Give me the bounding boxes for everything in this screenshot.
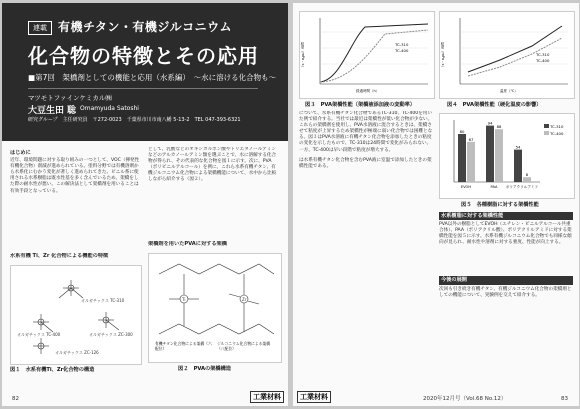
figure4-series-tc400 [468,26,562,72]
figure5-caption: 図５ 各種樹脂に対する架橋性能 [461,202,539,208]
figure5-bar-value: 8 [525,172,529,178]
figure3-svg [300,12,434,98]
section4-heading: 今後の展開 [439,276,573,284]
magazine-logo-left: 工業材料 [250,391,284,403]
section3-paragraph: PVA以外の樹脂としてEVOH（エチレン・ビニルアルコール共重合体）、PAA（ポリアクリル酸）、ポリアクリルアミドに対する架橋性能を図５に示す。水系有機ジルコニウム化合物でも同様な傾向が見られ、耐水性や溶剤に対する強度、性能が向上する。 [439,222,572,246]
left-column-text [10,147,140,251]
figure5-bar [458,134,466,182]
figure5-bar [514,150,522,182]
svg-text:オルガチックス TC-400: オルガチックス TC-400 [17,332,61,337]
figure5-bar-value: 88 [496,124,502,130]
figure5-legend-2-label: TC-400 [550,131,564,136]
section2-block [148,241,280,251]
figure5-legend-2 [544,131,563,136]
right-col1-paragraph-b: は水系有機チタン化合物を含むPVA液に室温で添加したときの架橋性能である。 [299,157,432,169]
figure5-bar [467,142,475,182]
author-address: 研究グループ 主任研究員 〒272-0023 千葉県市川市南八幡 5-13-2 TEL 047-393-6321 [28,117,241,123]
figure3-series-tc310 [320,30,428,82]
author-roman: Omamyuda Satoshi [80,105,139,112]
figure1-drawing [11,266,141,364]
magazine-logo-right: 工業材料 [297,391,331,403]
figure4-caption: 図４ PVA架橋性能（硬化温度の影響） [447,102,542,108]
header-divider [28,88,258,89]
figure3-xlabel: 経過時間（h） [356,89,380,93]
intro-heading: はじめに [10,150,31,156]
figure5-bar-value: 94 [487,120,493,126]
svg-text:オルガチックス ZC-126: オルガチックス ZC-126 [55,350,99,355]
figure4-legend-1: TC-310 [536,52,550,57]
figure1-caption: 図１ 水系有機Ti、Zr化合物の構造 [10,367,95,373]
issue-date: 2020年12月号（Vol.68 No.12） [423,396,507,402]
right-page [293,3,579,406]
article-header [2,3,288,141]
figure5-bar [523,177,531,182]
figure2-label-ti: 有機チタン化合物による架橋（六配位） [155,341,212,351]
installment-title: ■第7回 架橋剤としての機能と応用（水系編） ～水に溶ける化合物も～ [28,73,277,82]
figure4-xlabel: 温度（℃） [500,89,518,93]
intro-paragraph: 近年、環境問題に対する取り組みの一つとして、VOC（揮発性有機化合物）削減が進められている。塗料分野では有機溶剤から水系化にむかう変化が著しく進められてきた。ビニル系に使用される水系樹脂は既水性基を多く含んでいるため、架橋をした際の耐水性が悪い。この解決法として架橋剤を用いることは有効手段となっている。 [10,158,140,194]
svg-text:Zr: Zr [242,297,247,302]
figure5-bar-value: 54 [515,144,521,150]
figure5-legend-1 [544,124,563,129]
section2-heading: 架橋剤を用いたPVAに対する架橋 [148,241,227,247]
left-page-number: 82 [12,396,19,402]
figure2-crosslink [148,253,282,363]
figure5-bar [486,126,494,182]
figure5-category-label: EVOH [460,185,472,189]
right-col1-paragraph: について、水系有機チタン化合物であるTC-310、TC-400を用いた例で紹介する。当社では最近は架橋性が低い化合物が少ない。これらの架橋剤を使用し、PVA水溶液に混合するときは、架橋させて粘度が上昇するため架橋性が極端に弱い化合物では困難となる。図３はPVA水溶液に有機チタン化合物を添加したときの粘度の変化を示したもので、TC-310は24時間で変化がみられない。一方、TC-400は早い段階で粘度が増大する。 [299,111,433,153]
figure4-svg [440,12,574,98]
series-tag: 連載 [28,21,52,35]
figure5-category-label: PAA [490,185,498,189]
figure4-ylabel: 粘度（mPa・s） [441,42,445,69]
right-column1-text [299,111,433,391]
figure3-ylabel: 粘度（mPa・s） [301,42,305,69]
figure5-bar [495,129,503,182]
right-page-number: 83 [561,396,568,402]
figure3-caption: 図３ PVA架橋性能（架橋液添加液の変動率） [305,102,416,108]
mid-paragraph: として、乳酸などのオキシカルボン酸やトリエタノールアミンなどのアルカノールアミン類を選ぶことで、水に溶解する化合物が得られ、その代表的な化合物を図１に示す。次に、PVA（ポリビニルアルコール）を例に、これら水系有機チタン、有機ジルコニウム化合物による架橋機能について、水中から比較しながら紹介する（図２）。 [148,147,277,183]
figure2-label-zr: ジルコニウム化合物による架橋（八配位） [217,341,271,351]
author-name: 大豆生田 聡 [28,106,77,116]
figure5-chart [439,113,575,199]
section1-block [10,253,140,263]
figure3-chart [299,11,435,99]
svg-text:オルガチックス TC-310: オルガチックス TC-310 [81,298,125,303]
figure1-structures [10,265,142,365]
figure3-legend-1: TC-310 [395,42,409,47]
figure5-category-label: ポリアクリルアミド [505,185,539,189]
figure3-series-tc400 [320,24,428,82]
figure4-legend-2: TC-400 [536,58,550,63]
figure5-legend-1-label: TC-310 [550,124,564,129]
article-title: 化合物の特徴とその応用 [28,44,259,68]
figure5-bar-value: 67 [468,136,474,142]
article-subtitle: 有機チタン・有機ジルコニウム [58,20,232,34]
svg-text:オルガチックス ZC-300: オルガチックス ZC-300 [89,332,133,337]
author-organization: マツモトファインケミカル㈱ [28,94,112,102]
svg-text:Ti: Ti [182,297,186,302]
section3-heading: 水系樹脂に対する架橋性能 [439,212,573,220]
figure4-chart [439,11,575,99]
figure5-bar-value: 80 [459,129,465,134]
figure2-caption: 図２ PVAの架橋構造 [178,366,231,372]
right-column2-text [439,209,573,389]
figure3-legend-2: TC-400 [395,48,409,53]
middle-column-text [148,147,280,239]
section1-heading: 水系有機 Ti、Zr 化合物による機能の特徴 [10,253,109,259]
left-page [2,3,288,406]
figure4-series-tc310 [468,38,562,76]
section4-paragraph: 次回も引き続き有機チタン、有機ジルコニウム化合物の架橋剤としての機能について、実験例を交えて紹介する。 [439,286,572,298]
